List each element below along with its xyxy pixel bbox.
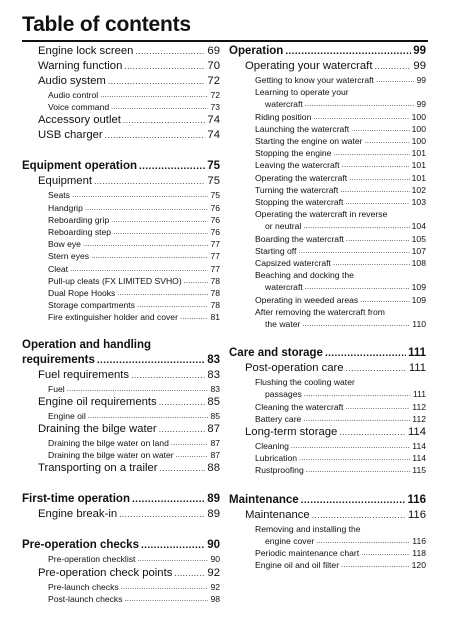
toc-entry-title: Draining the bilge water — [38, 423, 157, 436]
dot-leader — [303, 413, 410, 425]
toc-entry-page: 102 — [411, 184, 426, 195]
toc-entry-page: 115 — [412, 465, 426, 476]
toc-entry-title: Pre-operation check points — [38, 566, 173, 579]
dot-leader — [85, 202, 209, 214]
toc-entry-title: Launching the watercraft — [255, 123, 350, 134]
toc-entry[interactable] — [22, 250, 220, 262]
toc-entry[interactable] — [229, 196, 426, 208]
toc-entry-page: 78 — [210, 300, 220, 311]
toc-entry-wrapped[interactable] — [229, 523, 426, 547]
toc-entry-title: Boarding the watercraft — [255, 233, 344, 244]
toc-entry-title: Engine lock screen — [38, 45, 134, 57]
toc-entry[interactable] — [229, 464, 426, 476]
dot-leader — [83, 238, 208, 250]
toc-entry-title: Fuel — [48, 383, 65, 394]
toc-entry[interactable] — [229, 294, 426, 306]
toc-entry[interactable] — [22, 461, 220, 476]
dot-leader — [105, 128, 206, 143]
toc-entry-page: 78 — [210, 288, 220, 299]
toc-entry-title: Long-term storage — [245, 426, 338, 439]
toc-entry-page: 111 — [408, 362, 426, 375]
toc-entry-page: 118 — [412, 548, 426, 559]
dot-leader — [159, 395, 206, 410]
dot-leader — [119, 507, 205, 522]
toc-entry-title: Engine oil — [48, 410, 86, 421]
toc-entry-page: 101 — [411, 160, 426, 171]
dot-leader — [113, 226, 208, 238]
toc-entry[interactable] — [229, 413, 426, 425]
toc-entry-title: Starting the engine on water — [255, 136, 363, 147]
toc-section-heading[interactable] — [22, 159, 220, 174]
toc-entry[interactable] — [22, 128, 220, 143]
toc-entry-title: Seats — [48, 190, 70, 201]
toc-entry-page: 85 — [207, 395, 220, 408]
toc-entry-page: 81 — [210, 312, 220, 323]
toc-entry-page: 92 — [210, 581, 220, 592]
toc-entry-page: 116 — [407, 493, 426, 506]
toc-entry[interactable] — [229, 59, 426, 74]
dot-leader — [94, 174, 205, 189]
dot-leader — [351, 123, 410, 135]
toc-section-heading[interactable] — [229, 493, 426, 508]
toc-entry-page: 69 — [207, 45, 220, 57]
toc-entry-title: Rustproofing — [255, 465, 304, 476]
dot-leader — [346, 361, 407, 376]
toc-entry[interactable] — [22, 395, 220, 410]
toc-entry-wrapped[interactable] — [229, 208, 426, 232]
dot-leader — [340, 184, 409, 196]
toc-entry[interactable] — [229, 135, 426, 147]
dot-leader — [125, 593, 209, 605]
toc-entry-page: 70 — [207, 60, 220, 72]
toc-entry[interactable] — [22, 214, 220, 226]
dot-leader — [360, 294, 409, 306]
toc-entry-page: 101 — [411, 172, 426, 183]
toc-entry-title: Riding position — [255, 111, 312, 122]
toc-entry[interactable] — [22, 101, 220, 113]
toc-entry-wrapped[interactable] — [229, 376, 426, 400]
toc-entry-page: 76 — [210, 214, 220, 225]
toc-entry-title: Storage compartments — [48, 300, 135, 311]
toc-entry-title: Stern eyes — [48, 251, 90, 262]
toc-entry-page: 105 — [411, 233, 426, 244]
toc-entry-title-line1: Beaching and docking the — [255, 270, 354, 281]
dot-leader — [91, 250, 208, 262]
toc-entry[interactable] — [22, 581, 220, 593]
toc-entry-page: 76 — [210, 202, 220, 213]
toc-entry[interactable] — [229, 233, 426, 245]
page-title: Table of contents — [22, 13, 191, 36]
toc-entry-title: Maintenance — [245, 508, 310, 521]
toc-entry-title: Stopping the watercraft — [255, 197, 344, 208]
toc-entry-page: 100 — [411, 111, 426, 122]
dot-leader — [111, 101, 208, 113]
toc-entry[interactable] — [22, 287, 220, 299]
toc-entry-page: 83 — [207, 353, 220, 366]
toc-entry[interactable] — [22, 263, 220, 275]
toc-entry-page: 90 — [207, 539, 220, 552]
dot-leader — [176, 449, 209, 461]
toc-section-heading[interactable] — [229, 44, 426, 59]
toc-entry-page: 89 — [207, 493, 220, 506]
dot-leader — [124, 59, 205, 74]
toc-left-column — [22, 44, 220, 605]
toc-entry-title: Post-operation care — [245, 362, 344, 375]
dot-leader — [97, 353, 205, 368]
toc-entry[interactable] — [255, 318, 426, 330]
toc-entry-page: 116 — [412, 535, 426, 546]
toc-entry[interactable] — [229, 111, 426, 123]
toc-entry[interactable] — [229, 361, 426, 376]
toc-entry[interactable] — [229, 452, 426, 464]
toc-entry-title: USB charger — [38, 129, 103, 142]
toc-section-heading[interactable] — [22, 338, 220, 368]
toc-entry-title: the water — [265, 319, 301, 330]
toc-entry[interactable] — [22, 507, 220, 522]
toc-entry-title: Starting off — [255, 245, 297, 256]
toc-entry-page: 108 — [411, 258, 426, 269]
toc-entry-page: 89 — [207, 508, 220, 521]
toc-entry-page: 72 — [210, 90, 220, 100]
dot-leader — [306, 464, 411, 476]
toc-entry-page: 75 — [210, 190, 220, 201]
dot-leader — [70, 263, 208, 275]
toc-entry[interactable] — [22, 226, 220, 238]
toc-entry-title: Operating in weeded areas — [255, 294, 359, 305]
toc-entry-page: 88 — [207, 462, 220, 475]
toc-entry[interactable] — [22, 449, 220, 461]
toc-entry-title-line1: After removing the watercraft from — [255, 306, 385, 317]
toc-entry[interactable] — [22, 174, 220, 189]
toc-entry-title-line1: Learning to operate your — [255, 87, 349, 98]
dot-leader — [159, 422, 206, 437]
toc-entry-page: 87 — [210, 438, 220, 449]
toc-entry-title: Pre-operation checklist — [48, 554, 136, 565]
dot-leader — [111, 214, 208, 226]
toc-entry-page: 114 — [412, 453, 426, 464]
dot-leader — [137, 299, 209, 311]
toc-entry[interactable] — [229, 245, 426, 257]
toc-section-heading[interactable] — [22, 538, 220, 553]
toc-entry-title: Equipment — [38, 175, 93, 188]
toc-entry-page: 101 — [411, 148, 426, 159]
toc-entry-page: 75 — [207, 160, 220, 173]
toc-entry-title: Pre-launch checks — [48, 581, 119, 592]
title-divider — [22, 40, 428, 42]
toc-entry[interactable] — [255, 98, 426, 110]
toc-entry-title: Engine break-in — [38, 508, 118, 521]
toc-entry-title: watercraft — [265, 99, 303, 110]
dot-leader — [298, 245, 409, 257]
toc-entry-title: Fuel requirements — [38, 368, 130, 381]
dot-leader — [291, 440, 410, 452]
dot-leader — [333, 257, 410, 269]
toc-entry[interactable] — [22, 410, 220, 422]
dot-leader — [285, 44, 411, 59]
toc-entry-page: 72 — [207, 75, 220, 87]
toc-entry-page: 83 — [210, 383, 220, 394]
toc-entry-page: 77 — [210, 239, 220, 250]
toc-entry-title: Fire extinguisher holder and cover — [48, 312, 178, 323]
dot-leader — [316, 535, 410, 547]
toc-entry-page: 112 — [412, 401, 426, 412]
toc-entry-wrapped[interactable] — [229, 306, 426, 330]
dot-leader — [184, 275, 209, 287]
toc-entry-page: 100 — [411, 123, 426, 134]
toc-entry[interactable] — [22, 189, 220, 201]
toc-entry[interactable] — [229, 123, 426, 135]
toc-entry-page: 99 — [413, 60, 426, 72]
toc-entry-title: Stopping the engine — [255, 148, 332, 159]
toc-entry-page: 74 — [207, 114, 220, 127]
toc-entry[interactable] — [22, 59, 220, 74]
toc-entry[interactable] — [229, 257, 426, 269]
toc-entry-page: 99 — [413, 45, 426, 57]
toc-entry-title: engine cover — [265, 535, 315, 546]
toc-entry[interactable] — [229, 508, 426, 523]
toc-entry-title-line1: Operation and handling — [22, 338, 152, 351]
dot-leader — [160, 461, 206, 476]
dot-leader — [171, 437, 209, 449]
dot-leader — [361, 547, 410, 559]
toc-entry-page: 114 — [407, 426, 426, 439]
toc-entry-page: 120 — [411, 560, 426, 571]
dot-leader — [304, 388, 411, 400]
toc-entry[interactable] — [255, 281, 426, 293]
toc-entry-title: Turning the watercraft — [255, 184, 339, 195]
dot-leader — [117, 287, 208, 299]
dot-leader — [305, 98, 415, 110]
dot-leader — [88, 410, 209, 422]
toc-entry-title-line1: Removing and installing the — [255, 523, 361, 534]
dot-leader — [374, 59, 411, 74]
toc-entry-title: Draining the bilge water on water — [48, 450, 174, 461]
toc-entry-title: Audio system — [38, 75, 106, 87]
toc-entry[interactable] — [22, 89, 220, 101]
toc-entry-title: Operation — [229, 45, 284, 57]
toc-entry[interactable] — [255, 220, 426, 232]
dot-leader — [121, 581, 209, 593]
toc-entry-title: Transporting on a trailer — [38, 462, 158, 475]
toc-entry-wrapped[interactable] — [229, 269, 426, 293]
toc-entry-title: Cleat — [48, 263, 69, 274]
toc-entry[interactable] — [22, 383, 220, 395]
toc-entry-title: Cleaning the watercraft — [255, 401, 344, 412]
toc-entry[interactable] — [229, 74, 426, 86]
toc-entry-title: Pull-up cleats (FX LIMITED SVHO) — [48, 275, 182, 286]
toc-entry[interactable] — [229, 425, 426, 440]
toc-right-column — [229, 44, 426, 572]
toc-entry[interactable] — [22, 311, 220, 323]
dot-leader — [349, 172, 409, 184]
toc-section-heading[interactable] — [22, 492, 220, 507]
toc-entry-title: Engine oil requirements — [38, 395, 157, 408]
dot-leader — [139, 159, 205, 174]
toc-entry[interactable] — [22, 422, 220, 437]
dot-leader — [313, 111, 409, 123]
toc-entry-page: 74 — [207, 129, 220, 142]
toc-entry-title: Operating your watercraft — [245, 60, 373, 72]
toc-entry[interactable] — [255, 388, 426, 400]
toc-entry[interactable] — [22, 113, 220, 128]
toc-entry-page: 78 — [210, 275, 220, 286]
dot-leader — [141, 538, 205, 553]
dot-leader — [302, 318, 410, 330]
toc-entry-page: 85 — [210, 410, 220, 421]
toc-entry-title: First-time operation — [22, 493, 130, 506]
toc-entry-wrapped[interactable] — [229, 86, 426, 110]
toc-entry-page: 87 — [207, 423, 220, 436]
dot-leader — [341, 559, 410, 571]
toc-entry-page: 100 — [411, 136, 426, 147]
toc-entry-title: requirements — [22, 353, 95, 366]
toc-entry-page: 112 — [412, 413, 426, 424]
dot-leader — [346, 233, 410, 245]
dot-leader — [365, 135, 410, 147]
toc-entry-title: or neutral — [265, 221, 302, 232]
toc-entry[interactable] — [22, 593, 220, 605]
dot-leader — [299, 452, 410, 464]
dot-leader — [67, 383, 209, 395]
toc-entry[interactable] — [229, 147, 426, 159]
dot-leader — [108, 74, 206, 89]
toc-entry-page: 111 — [412, 389, 426, 400]
toc-entry-page: 77 — [210, 251, 220, 262]
toc-entry-page: 92 — [207, 566, 220, 579]
toc-entry-page: 76 — [210, 227, 220, 238]
toc-entry-title-line1: Operating the watercraft in reverse — [255, 209, 388, 220]
toc-entry[interactable] — [22, 299, 220, 311]
toc-entry-page: 110 — [412, 319, 426, 330]
toc-entry[interactable] — [22, 437, 220, 449]
dot-leader — [132, 492, 205, 507]
dot-leader — [312, 508, 406, 523]
toc-entry-page: 90 — [210, 554, 220, 565]
toc-entry-page: 104 — [411, 221, 426, 232]
toc-entry-title-line1: Flushing the cooling water — [255, 377, 355, 388]
toc-entry-title: Post-launch checks — [48, 593, 123, 604]
toc-entry[interactable] — [22, 238, 220, 250]
toc-entry-title: Reboarding grip — [48, 214, 110, 225]
toc-entry[interactable] — [22, 368, 220, 383]
toc-entry-title: Lubrication — [255, 453, 298, 464]
toc-entry-title: Dual Rope Hooks — [48, 288, 116, 299]
toc-entry-page: 87 — [210, 450, 220, 461]
toc-entry-title: Leaving the watercraft — [255, 160, 340, 171]
toc-entry-page: 73 — [210, 102, 220, 113]
dot-leader — [325, 346, 406, 361]
toc-entry[interactable] — [229, 159, 426, 171]
toc-entry-title: passages — [265, 389, 302, 400]
dot-leader — [303, 220, 409, 232]
toc-entry[interactable] — [22, 44, 220, 59]
toc-entry[interactable] — [22, 74, 220, 89]
toc-entry-title: watercraft — [265, 282, 303, 293]
toc-entry-title: Getting to know your watercraft — [255, 75, 374, 85]
toc-entry-title: Audio control — [48, 90, 99, 100]
toc-entry-title: Voice command — [48, 102, 110, 113]
dot-leader — [339, 425, 406, 440]
dot-leader — [174, 566, 205, 581]
dot-leader — [131, 368, 205, 383]
toc-entry[interactable] — [22, 202, 220, 214]
toc-entry[interactable] — [22, 353, 220, 368]
toc-entry-title: Pre-operation checks — [22, 539, 139, 552]
toc-entry-title: Operating the watercraft — [255, 172, 348, 183]
dot-leader — [180, 311, 209, 323]
toc-entry-page: 103 — [411, 197, 426, 208]
toc-entry[interactable] — [229, 184, 426, 196]
toc-entry-page: 83 — [207, 368, 220, 381]
toc-entry[interactable] — [22, 275, 220, 287]
toc-entry-title: Maintenance — [229, 493, 299, 506]
dot-leader — [137, 553, 208, 565]
toc-section-heading[interactable] — [229, 346, 426, 361]
dot-leader — [305, 281, 410, 293]
toc-entry-page: 75 — [207, 175, 220, 188]
toc-entry-title: Draining the bilge water on land — [48, 438, 169, 449]
dot-leader — [72, 189, 208, 201]
toc-entry-page: 98 — [210, 593, 220, 604]
toc-entry-title: Equipment operation — [22, 160, 137, 173]
toc-entry-page: 109 — [411, 282, 426, 293]
toc-entry-title: Bow eye — [48, 239, 81, 250]
dot-leader — [376, 74, 415, 86]
toc-entry[interactable] — [22, 553, 220, 565]
toc-entry-title: Cleaning — [255, 441, 289, 452]
toc-entry[interactable] — [229, 547, 426, 559]
toc-entry-page: 111 — [408, 347, 426, 360]
toc-entry-title: Battery care — [255, 413, 302, 424]
toc-entry-page: 99 — [416, 99, 426, 110]
dot-leader — [333, 147, 409, 159]
toc-entry-page: 114 — [412, 441, 426, 452]
toc-entry-page: 109 — [411, 294, 426, 305]
dot-leader — [100, 89, 208, 101]
dot-leader — [123, 113, 206, 128]
toc-entry-page: 107 — [411, 245, 426, 256]
toc-entry[interactable] — [22, 566, 220, 581]
toc-entry-title: Periodic maintenance chart — [255, 548, 360, 559]
toc-entry-title: Handgrip — [48, 202, 83, 213]
toc-entry-page: 77 — [210, 263, 220, 274]
toc-entry[interactable] — [229, 401, 426, 413]
toc-entry-title: Engine oil and oil filter — [255, 560, 340, 571]
toc-entry[interactable] — [255, 535, 426, 547]
dot-leader — [135, 44, 205, 59]
dot-leader — [345, 401, 410, 413]
toc-entry-title: Warning function — [38, 60, 123, 72]
toc-entry-title: Accessory outlet — [38, 114, 121, 127]
toc-entry[interactable] — [229, 559, 426, 571]
toc-entry-title: Care and storage — [229, 347, 323, 360]
dot-leader — [345, 196, 409, 208]
toc-entry[interactable] — [229, 172, 426, 184]
toc-entry-title: Reboarding step — [48, 227, 112, 238]
dot-leader — [342, 159, 410, 171]
toc-entry-page: 116 — [407, 508, 426, 521]
toc-entry-page: 99 — [416, 75, 426, 85]
dot-leader — [301, 493, 406, 508]
toc-entry-title: Capsized watercraft — [255, 258, 331, 269]
toc-entry[interactable] — [229, 440, 426, 452]
